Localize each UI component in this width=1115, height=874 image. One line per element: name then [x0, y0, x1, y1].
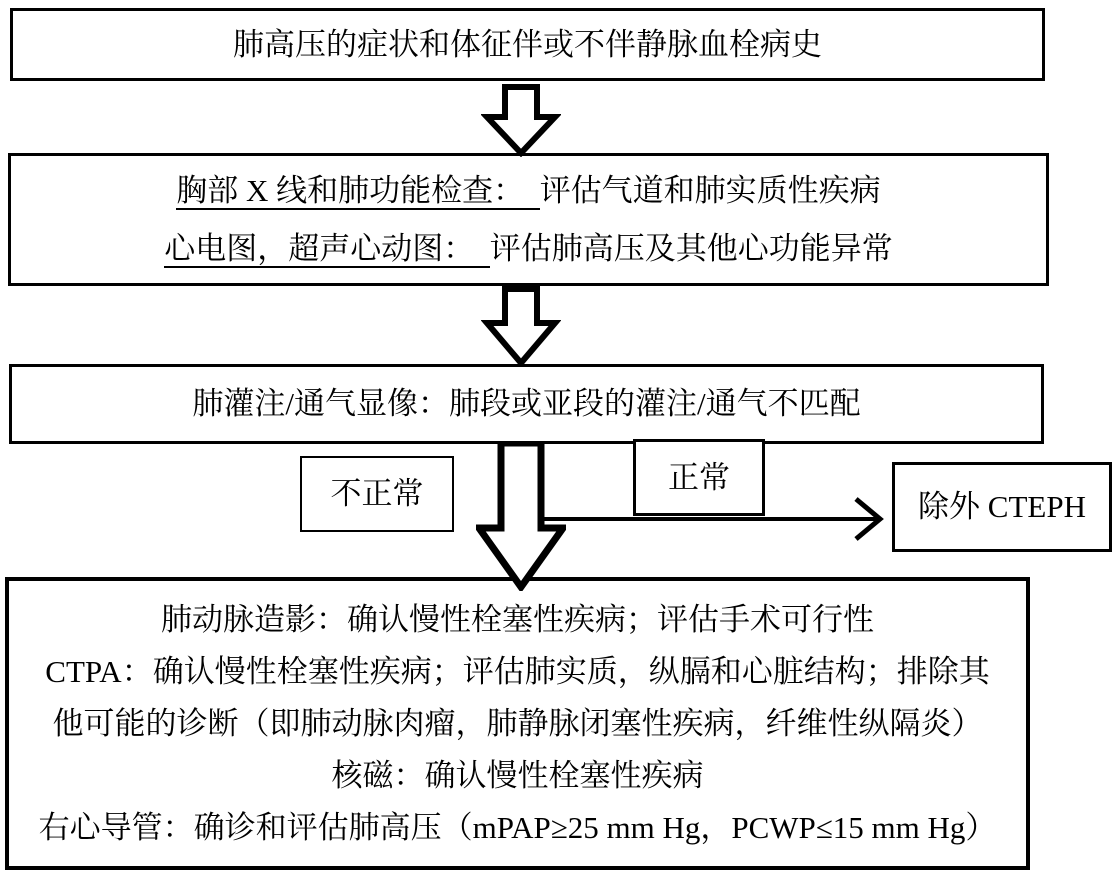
confirmation-tests-box — [5, 577, 1030, 870]
ecg-echo-line — [11, 220, 1046, 278]
xray-pft-label: 胸部 X 线和肺功能检查： — [176, 172, 540, 208]
down-arrow-icon — [481, 286, 561, 367]
ctpa-line: CTPA：确认慢性栓塞性疾病；评估肺实质，纵膈和心脏结构；排除其 — [45, 653, 990, 689]
ecg-echo-label: 心电图，超声心动图： — [164, 230, 490, 266]
rhc-line: 右心导管：确诊和评估肺高压（mPAP≥25 mm Hg，PCWP≤15 mm Hg） — [38, 809, 997, 845]
abnormal-label-box — [300, 456, 454, 532]
big-down-arrow-icon — [476, 441, 566, 591]
vq-scan-box — [9, 364, 1044, 444]
down-arrow-icon — [481, 84, 561, 157]
xray-pft-line — [11, 162, 1046, 220]
normal-label: 正常 — [668, 459, 730, 495]
exclude-cteph-text: 除外 CTEPH — [918, 489, 1086, 525]
initial-tests-box — [8, 153, 1049, 286]
normal-label-box — [633, 439, 765, 516]
ctpa-line-continued: 他可能的诊断（即肺动脉肉瘤，肺静脉闭塞性疾病，纤维性纵隔炎） — [52, 705, 983, 741]
exclude-cteph-box — [892, 462, 1112, 552]
abnormal-label: 不正常 — [330, 476, 424, 512]
mri-line: 核磁：确认慢性栓塞性疾病 — [331, 757, 704, 793]
xray-pft-result: 评估气道和肺实质性疾病 — [539, 172, 881, 208]
vq-scan-text: 肺灌注/通气显像：肺段或亚段的灌注/通气不匹配 — [192, 386, 861, 422]
ecg-echo-result: 评估肺高压及其他心功能异常 — [489, 230, 893, 266]
angiography-line: 肺动脉造影：确认慢性栓塞性疾病；评估手术可行性 — [161, 601, 874, 637]
symptoms-text: 肺高压的症状和体征伴或不伴静脉血栓病史 — [233, 26, 822, 62]
symptoms-box — [10, 8, 1045, 81]
